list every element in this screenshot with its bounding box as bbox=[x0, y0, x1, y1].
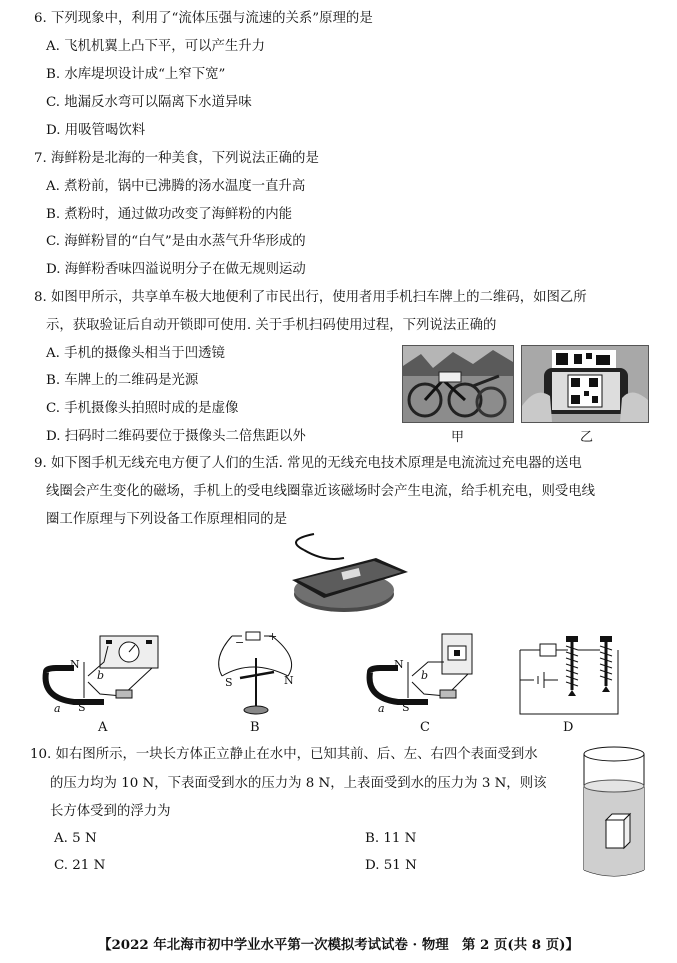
q8-option-a: A. 手机的摄像头相当于凹透镜 bbox=[46, 346, 225, 361]
diagram-b-plus: + bbox=[268, 630, 278, 643]
photo-caption-jia: 甲 bbox=[451, 430, 465, 445]
diagram-a-s: S bbox=[78, 701, 86, 714]
diagram-c-s: S bbox=[402, 701, 410, 714]
q10-stem-line2: 的压力均为 10 N，下表面受到水的压力为 8 N，上表面受到水的压力为 3 N，则该 bbox=[50, 776, 547, 791]
q6-stem: 6. 下列现象中，利用了“流体压强与流速的关系”原理的是 bbox=[34, 11, 373, 26]
q10-stem-line3: 长方体受到的浮力为 bbox=[50, 804, 171, 819]
diagram-a-b: b bbox=[97, 669, 105, 682]
diagram-a-a: a bbox=[54, 702, 61, 715]
q8-option-d: D. 扫码时二维码要位于摄像头二倍焦距以外 bbox=[46, 429, 306, 444]
diagram-b-s: S bbox=[225, 676, 233, 689]
q7-stem: 7. 海鲜粉是北海的一种美食，下列说法正确的是 bbox=[34, 151, 319, 166]
q9-stem-line3: 圈工作原理与下列设备工作原理相同的是 bbox=[46, 512, 288, 527]
q8-stem-line1: 8. 如图甲所示，共享单车极大地便利了市民出行，使用者用手机扫车牌上的二维码，如图乙所 bbox=[34, 290, 587, 305]
diagram-b-minus: − bbox=[235, 636, 245, 649]
q6-option-d: D. 用吸管喝饮料 bbox=[46, 123, 146, 138]
diagram-b-n: N bbox=[284, 674, 294, 687]
diagram-label-d: D bbox=[563, 720, 574, 735]
diagram-c-n: N bbox=[394, 658, 404, 671]
q8-stem-line2: 示，获取验证后自动开锁即可使用. 关于手机扫码使用过程，下列说法正确的 bbox=[46, 318, 497, 333]
q6-option-c: C. 地漏反水弯可以隔离下水道异味 bbox=[46, 95, 252, 110]
diagram-c-b: b bbox=[421, 669, 429, 682]
q10-option-c: C. 21 N bbox=[54, 858, 106, 873]
q8-option-b: B. 车牌上的二维码是光源 bbox=[46, 373, 199, 388]
diagram-a-n: N bbox=[70, 658, 80, 671]
q10-stem-line1: 10. 如右图所示，一块长方体正立静止在水中，已知其前、后、左、右四个表面受到水 bbox=[30, 747, 538, 762]
q7-option-b: B. 煮粉时，通过做功改变了海鲜粉的内能 bbox=[46, 207, 292, 222]
q6-option-a: A. 飞机机翼上凸下平，可以产生升力 bbox=[46, 39, 266, 54]
q9-stem-line1: 9. 如下图手机无线充电方便了人们的生活. 常见的无线充电技术原理是电流流过充电器的送电 bbox=[34, 456, 582, 471]
wireless-charger-image bbox=[284, 532, 414, 622]
q10-option-b: B. 11 N bbox=[365, 831, 417, 846]
diagram-label-c: C bbox=[420, 720, 430, 735]
photo-caption-yi: 乙 bbox=[580, 430, 594, 445]
diagram-d-electromagnet bbox=[518, 630, 628, 720]
q10-option-d: D. 51 N bbox=[365, 858, 417, 873]
q8-option-c: C. 手机摄像头拍照时成的是虚像 bbox=[46, 401, 239, 416]
q7-option-a: A. 煮粉前，锅中已沸腾的汤水温度一直升高 bbox=[46, 179, 306, 194]
qr-scan-photo bbox=[521, 345, 649, 423]
q9-stem-line2: 线圈会产生变化的磁场，手机上的受电线圈靠近该磁场时会产生电流，给手机充电，则受电线 bbox=[46, 484, 596, 499]
q7-option-d: D. 海鲜粉香味四溢说明分子在做无规则运动 bbox=[46, 262, 306, 277]
shared-bike-photo bbox=[402, 345, 514, 423]
diagram-b-oersted bbox=[212, 628, 302, 718]
q10-option-a: A. 5 N bbox=[54, 831, 97, 846]
page-footer: 【2022 年北海市初中学业水平第一次模拟考试试卷 · 物理 第 2 页(共 8 页)】 bbox=[98, 937, 579, 953]
diagram-c-a: a bbox=[378, 702, 385, 715]
q6-option-b: B. 水库堤坝设计成“上窄下宽” bbox=[46, 67, 226, 82]
beaker-block-figure bbox=[582, 746, 646, 880]
diagram-label-a: A bbox=[98, 720, 108, 735]
diagram-label-b: B bbox=[250, 720, 260, 735]
q7-option-c: C. 海鲜粉冒的“白气”是由水蒸气升华形成的 bbox=[46, 234, 306, 249]
